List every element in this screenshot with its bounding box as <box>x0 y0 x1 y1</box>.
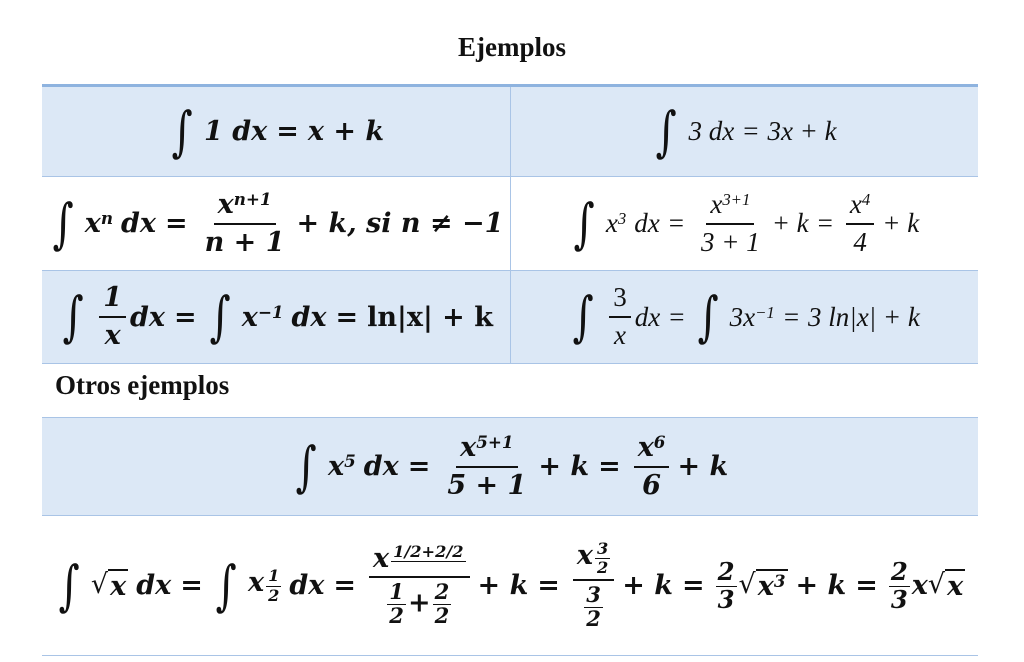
table-row <box>42 418 978 516</box>
formula-cell <box>42 418 978 516</box>
formula-cell <box>511 271 979 364</box>
fraction: $\frac{2}{3}$ <box>717 557 735 614</box>
formula-reciprocal-example: ∫ $\frac{3}{x}$ dx = ∫ $3x^{-1}$ = 3 ln|x| + k <box>572 282 920 350</box>
integral-sign: ∫ <box>572 285 594 348</box>
integral-sign: ∫ <box>171 99 193 163</box>
integral-sign: ∫ <box>58 553 80 617</box>
fraction: $\frac{3}{x}$ <box>609 283 631 350</box>
integral-sign: ∫ <box>697 285 719 348</box>
fraction: $\frac{x^{3+1}}{3 + 1}$ <box>700 188 760 257</box>
formula-cell <box>42 516 978 656</box>
formula-cell <box>42 177 511 271</box>
page-title: Ejemplos <box>458 32 566 62</box>
fraction: $\frac{2}{3}$ <box>890 557 908 614</box>
square-root: √ x <box>927 569 964 602</box>
formula-sqrt-x: ∫ √ x dx = ∫ x $\frac{1}{2}$ dx = x 1/2+2/2 $\frac{1}{2}$ + $\frac{2}{2}$ + k = x $\frac{3}{2}$ $\frac{3}{2}$ + k = $\frac{2}{3}$ √ $x^3$ + k = $\frac{2}{3}$ x √ x <box>58 538 964 632</box>
square-root: √ $x^3$ <box>738 569 786 602</box>
formula-cell <box>42 271 511 364</box>
section-heading: Otros ejemplos <box>55 370 230 400</box>
formula-power-rule: ∫ $x^n$ dx = $\frac{x^{n+1}}{n + 1}$ + k, si n ≠ −1 <box>52 188 504 258</box>
fraction: $\frac{x^6}{6}$ <box>634 433 670 500</box>
formula-power-example: ∫ $x^3$ dx = $\frac{x^{3+1}}{3 + 1}$ + k = $\frac{x^4}{4}$ + k <box>573 188 920 257</box>
table-row <box>42 86 978 177</box>
square-root: √ x <box>90 569 127 602</box>
other-examples-table <box>42 417 978 656</box>
formula-integral-of-one: ∫ 1 dx = x + k <box>171 99 385 163</box>
examples-table <box>42 84 978 364</box>
integral-sign: ∫ <box>295 434 317 498</box>
formula-reciprocal-rule: ∫ $\frac{1}{x}$ dx = ∫ $x^{-1}$ dx = ln|x| + k <box>62 282 493 351</box>
integral-sign: ∫ <box>209 285 231 348</box>
fraction: $\frac{x^{n+1}}{n + 1}$ <box>204 188 285 258</box>
table-row <box>42 516 978 656</box>
integral-sign: ∫ <box>215 553 237 617</box>
fraction: $\frac{x^{5+1}}{5 + 1}$ <box>447 431 527 501</box>
integral-sign: ∫ <box>573 191 595 255</box>
integral-sign: ∫ <box>655 99 677 163</box>
fraction: $\frac{x^4}{4}$ <box>846 190 874 257</box>
fraction: $\frac{1}{x}$ <box>99 283 126 350</box>
integral-sign: ∫ <box>62 285 84 348</box>
formula-integral-of-three: ∫ 3 dx = 3x + k <box>655 99 837 163</box>
fraction: x 1/2+2/2 $\frac{1}{2}$ + $\frac{2}{2}$ <box>369 544 470 628</box>
formula-x5: ∫ $x^5$ dx = $\frac{x^{5+1}}{5 + 1}$ + k = $\frac{x^6}{6}$ + k <box>295 431 729 501</box>
table-row <box>42 271 978 364</box>
formula-cell <box>511 177 979 271</box>
integral-sign: ∫ <box>52 191 74 255</box>
fraction: x $\frac{3}{2}$ $\frac{3}{2}$ <box>573 541 614 631</box>
table-row <box>42 177 978 271</box>
formula-cell <box>42 86 511 177</box>
formula-cell <box>511 86 979 177</box>
